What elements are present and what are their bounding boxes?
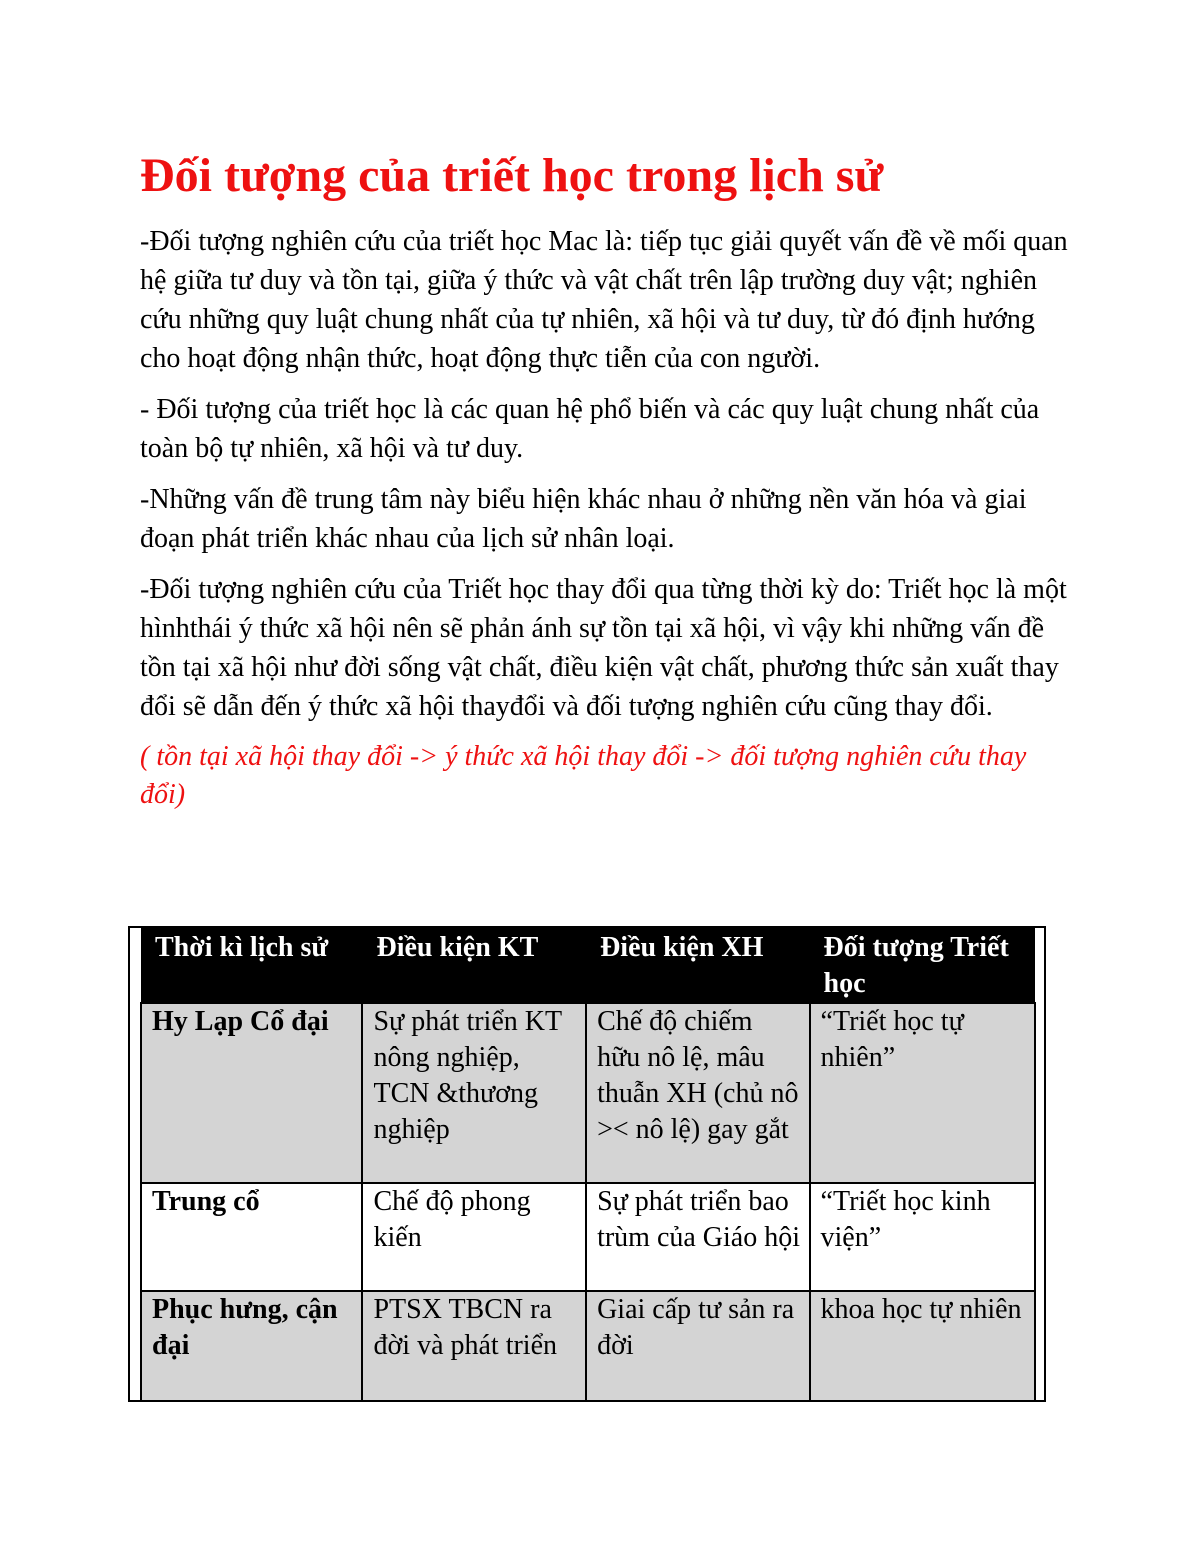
table-header-row <box>141 928 1035 1003</box>
cell-object: “Triết học tự nhiên” <box>810 1003 1035 1183</box>
cell-period: Trung cổ <box>141 1183 362 1291</box>
cell-period: Hy Lạp Cổ đại <box>141 1003 362 1183</box>
history-table-frame <box>128 926 1046 1402</box>
document-body <box>140 148 1070 830</box>
cell-social: Sự phát triển bao trùm của Giáo hội <box>586 1183 809 1291</box>
table-row <box>141 1003 1035 1183</box>
cell-social: Giai cấp tư sản ra đời <box>586 1291 809 1401</box>
cell-object: khoa học tự nhiên <box>810 1291 1035 1401</box>
cell-object: “Triết học kinh viện” <box>810 1183 1035 1291</box>
table-row <box>141 1183 1035 1291</box>
page-title: Đối tượng của triết học trong lịch sử <box>140 149 884 202</box>
cell-economic: Sự phát triển KT nông nghiệp, TCN &thương nghiệp <box>362 1003 586 1183</box>
paragraph-1: -Đối tượng nghiên cứu của triết học Mac là: tiếp tục giải quyết vấn đề về mối quan hệ giữa tư duy và tồn tại, giữa ý thức và vật chất trên lập trường duy vật; nghiên cứu những quy luật chung nhất của tự nhiên, xã hội và tư duy, từ đó định hướng cho hoạt động nhận thức, hoạt động thực tiễn của con người. <box>140 226 1068 374</box>
cell-social: Chế độ chiếm hữu nô lệ, mâu thuẫn XH (chủ nô >< nô lệ) gay gắt <box>586 1003 809 1183</box>
header-period: Thời kì lịch sử <box>141 928 362 1003</box>
history-table <box>140 928 1036 1402</box>
italic-note: ( tồn tại xã hội thay đổi -> ý thức xã hội thay đổi -> đối tượng nghiên cứu thay đổi) <box>140 741 1027 810</box>
header-object: Đối tượng Triết học <box>810 928 1035 1003</box>
paragraph-2: - Đối tượng của triết học là các quan hệ phổ biến và các quy luật chung nhất của toàn bộ tự nhiên, xã hội và tư duy. <box>140 394 1040 464</box>
paragraph-3: -Những vấn đề trung tâm này biểu hiện khác nhau ở những nền văn hóa và giai đoạn phát triển khác nhau của lịch sử nhân loại. <box>140 484 1027 554</box>
cell-period: Phục hưng, cận đại <box>141 1291 362 1401</box>
cell-economic: Chế độ phong kiến <box>362 1183 586 1291</box>
table-row <box>141 1291 1035 1401</box>
paragraph-4: -Đối tượng nghiên cứu của Triết học thay đổi qua từng thời kỳ do: Triết học là một hìnhthái ý thức xã hội nên sẽ phản ánh sự tồn tại xã hội, vì vậy khi những vấn đề tồn tại xã hội như đời sống vật chất, điều kiện vật chất, phương thức sản xuất thay đổi sẽ dẫn đến ý thức xã hội thayđổi và đối tượng nghiên cứu cũng thay đổi. <box>140 574 1067 722</box>
cell-economic: PTSX TBCN ra đời và phát triển <box>362 1291 586 1401</box>
header-social: Điều kiện XH <box>586 928 809 1003</box>
header-economic: Điều kiện KT <box>362 928 586 1003</box>
